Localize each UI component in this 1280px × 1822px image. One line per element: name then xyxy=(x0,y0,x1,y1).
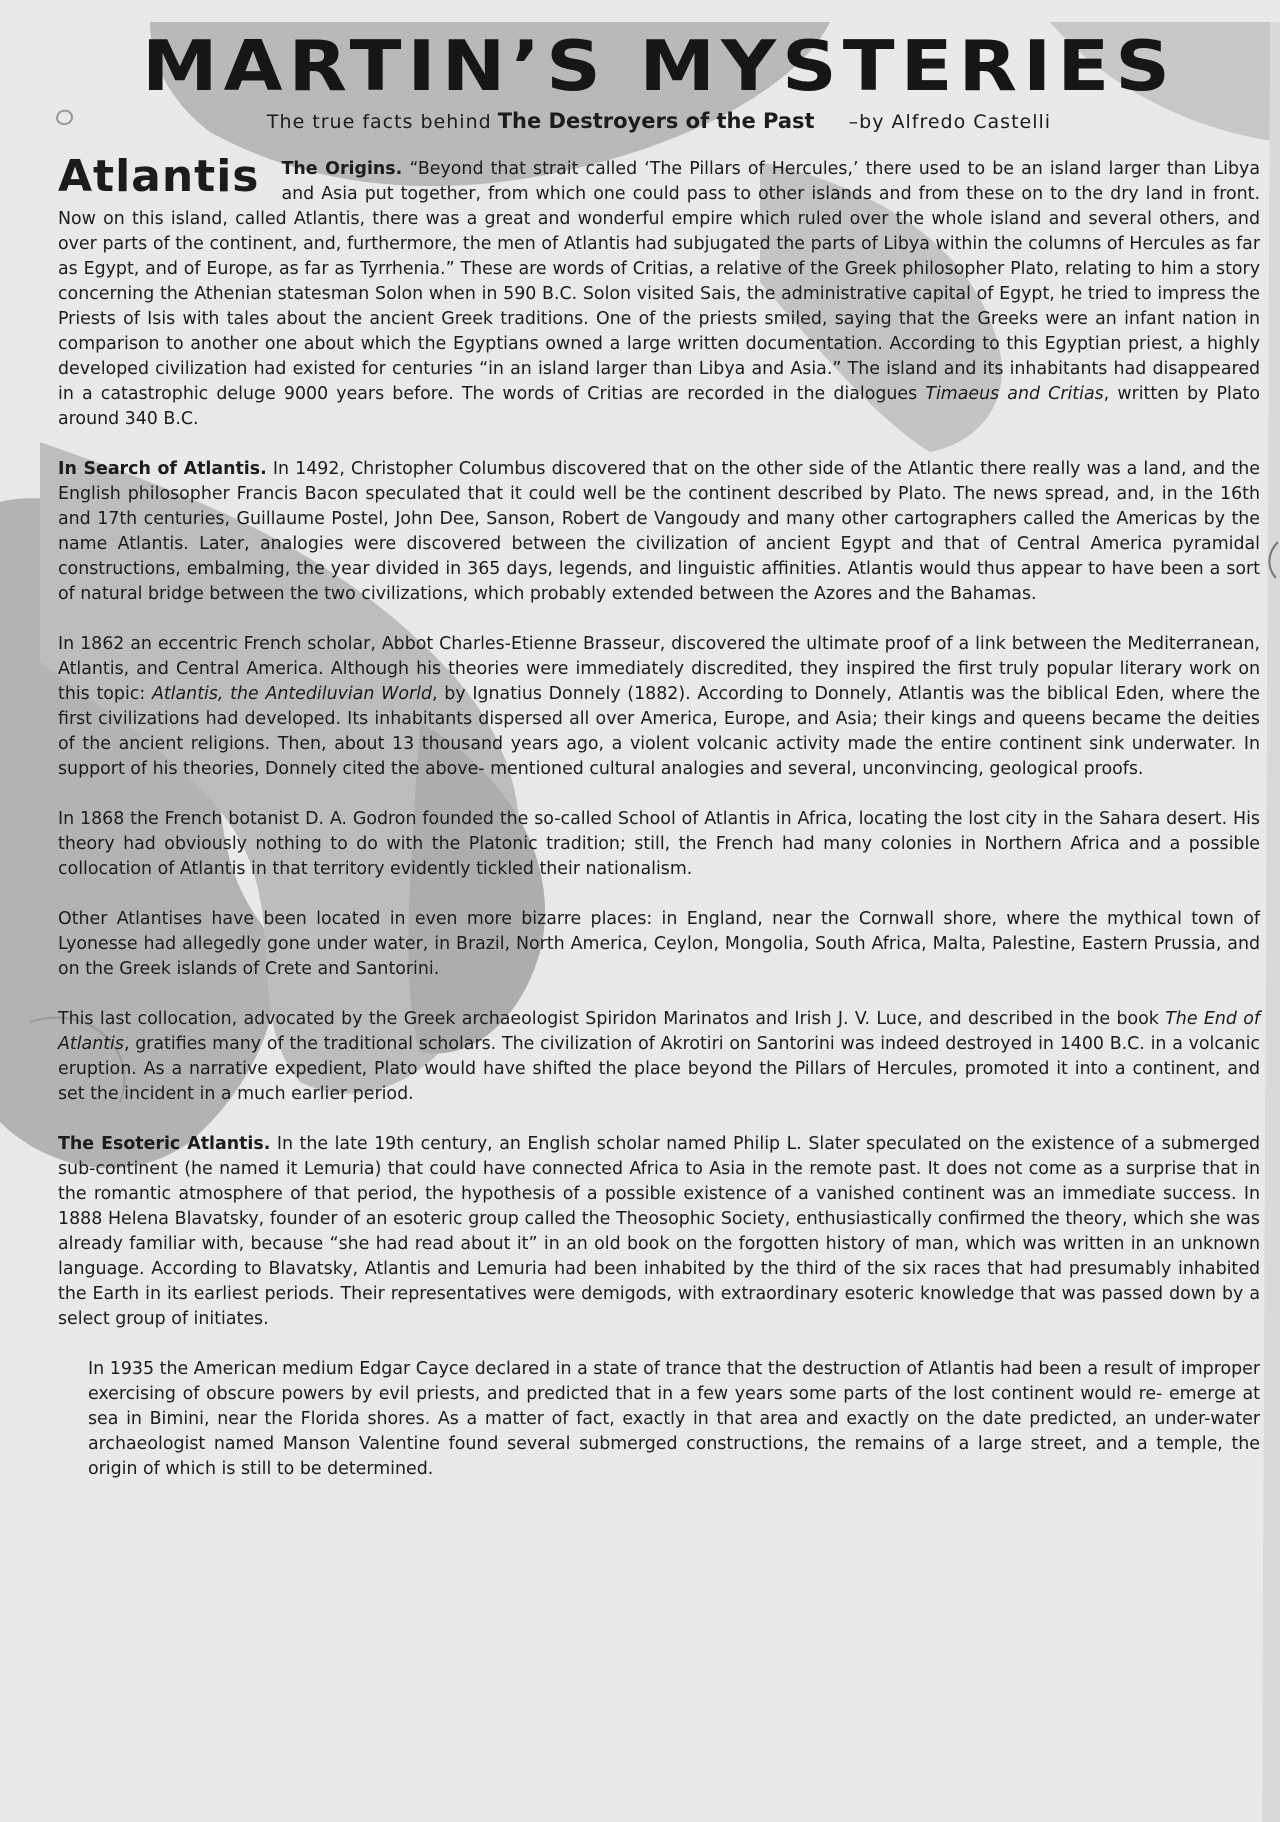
paragraph-cayce xyxy=(58,1357,1260,1482)
paragraph-search xyxy=(58,457,1260,607)
paragraph-santorini xyxy=(58,1007,1260,1107)
section-heading-esoteric: The Esoteric Atlantis. xyxy=(58,1134,271,1154)
paragraph-text: In the late 19th century, an English scholar named Philip L. Slater speculated on the existence of a submerged sub-continent (he named it Lemuria) that could have connected Africa to Asia in the remote past. It does not come as a surprise that in the romantic atmosphere of that period, the hypothesis of a possible existence of a vanished continent was an immediate success. In 1888 Helena Blavatsky, founder of an esoteric group called the Theosophic Society, enthusiastically confirmed the theory, which she was already familiar with, because “she had read about it” in an old book on the forgotten history of man, which was written in an unknown language. According to Blavatsky, Atlantis and Lemuria had been inhabited by the third of the six races that had presumably inhabited the Earth in its earliest periods. Their representatives were demigods, with extraordinary esoteric knowledge that was passed down by a select group of initiates. xyxy=(58,1134,1260,1329)
italic-title: The End of Atlantis xyxy=(58,1009,1260,1054)
paragraph-origins xyxy=(58,151,1260,432)
italic-title: Timaeus and Critias xyxy=(925,384,1104,404)
subtitle-lead: The true facts behind xyxy=(266,111,492,133)
paragraph-text: “Beyond that strait called ‘The Pillars of Hercules,’ there used to be an island larger than Libya and Asia put together, from which one could pass to other islands and from these on to the dry land in front. Now on this island, called Atlantis, there was a great and wonderful empire which ruled over the whole island and several others, and over parts of the continent, and, furthermore, the men of Atlantis had subjugated the parts of Libya within the columns of Hercules as far as Egypt, and of Europe, as far as Tyrrhenia.” These are words of Critias, a relative of the Greek philosopher Plato, relating to him a story concerning the Athenian statesman Solon when in 590 B.C. Solon visited Sais, the administrative capital of Egypt, he tried to impress the Priests of Isis with tales about the ancient Greek traditions. One of the priests smiled, saying that the Greeks were an infant nation in comparison to another one about which the Egyptians owned a large written documentation. According to this Egyptian priest, a highly developed civilization had existed for centuries “in an island larger than Libya and Asia.” The island and its inhabitants had disappeared in a catastrophic deluge 9000 years before. The words of Critias are recorded in the dialogues xyxy=(58,159,1260,404)
paragraph-text: Other Atlantises have been located in even more bizarre places: in England, near the Cornwall shore, where the mythical town of Lyonesse had allegedly gone under water, in Brazil, North America, Ceylon, Mongolia, South Africa, Malta, Palestine, Eastern Prussia, and on the Greek islands of Crete and Santorini. xyxy=(58,909,1260,979)
paragraph-text: , by Ignatius Donnely (1882). According to Donnely, Atlantis was the biblical Eden, where the first civilizations had developed. Its inhabitants dispersed all over America, Europe, and Asia; their kings and queens became the deities of the ancient religions. Then, about 13 thousand years ago, a violent volcanic activity made the entire continent sink underwater. In support of his theories, Donnely cited the above- mentioned cultural analogies and several, unconvincing, geological proofs. xyxy=(58,684,1260,779)
paragraph-text: , gratifies many of the traditional scholars. The civilization of Akrotiri on Santorini was indeed destroyed in 1400 B.C. in a volcanic eruption. As a narrative expedient, Plato would have shifted the place beyond the Pillars of Hercules, promoted it into a continent, and set the incident in a much earlier period. xyxy=(58,1034,1260,1104)
paragraph-brasseur xyxy=(58,632,1260,782)
paragraph-text: In 1492, Christopher Columbus discovered that on the other side of the Atlantic there really was a land, and the English philosopher Francis Bacon speculated that it could well be the continent described by Plato. The news spread, and, in the 16th and 17th centuries, Guillaume Postel, John Dee, Sanson, Robert de Vangoudy and many other cartographers called the Americas by the name Atlantis. Later, analogies were discovered between the civilization of ancient Egypt and that of Central America pyramidal constructions, embalming, the year divided in 365 days, legends, and linguistic affinities. Atlantis would thus appear to have been a sort of natural bridge between the two civilizations, which probably extended between the Azores and the Bahamas. xyxy=(58,459,1260,604)
paragraph-other-atlantises xyxy=(58,907,1260,982)
subtitle xyxy=(58,108,1260,135)
paragraph-text: This last collocation, advocated by the Greek archaeologist Spiridon Marinatos and Irish J. V. Luce, and described in the book xyxy=(58,1009,1166,1029)
paragraph-text: , written by Plato around 340 B.C. xyxy=(58,384,1260,429)
paragraph-text: In 1868 the French botanist D. A. Godron founded the so-called School of Atlantis in Africa, locating the lost city in the Sahara desert. His theory had obviously nothing to do with the Platonic tradition; still, the French had many colonies in Northern Africa and a possible collocation of Atlantis in that territory evidently tickled their nationalism. xyxy=(58,809,1260,879)
paragraph-godron xyxy=(58,807,1260,882)
paragraph-esoteric xyxy=(58,1132,1260,1332)
page xyxy=(0,22,1280,1482)
author-credit: –by Alfredo Castelli xyxy=(848,111,1052,133)
book-title: The Destroyers of the Past xyxy=(497,109,815,133)
section-heading-origins: The Origins. xyxy=(281,159,403,179)
article-title: Atlantis xyxy=(58,151,260,202)
article-body xyxy=(58,151,1260,1482)
masthead-title: MARTIN’S MYSTERIES xyxy=(142,24,1176,107)
section-heading-search: In Search of Atlantis. xyxy=(58,459,267,479)
paragraph-text: In 1862 an eccentric French scholar, Abbot Charles-Etienne Brasseur, discovered the ultimate proof of a link between the Mediterranean, Atlantis, and Central America. Although his theories were immediately discredited, they inspired the first truly popular literary work on this topic: xyxy=(58,634,1260,704)
paragraph-text: In 1935 the American medium Edgar Cayce declared in a state of trance that the destruction of Atlantis had been a result of improper exercising of obscure powers by evil priests, and predicted that in a few years some parts of the lost continent would re- emerge at sea in Bimini, near the Florida shores. As a matter of fact, exactly in that area and exactly on the date predicted, an under-water archaeologist named Manson Valentine found several submerged constructions, the remains of a large street, and a temple, the origin of which is still to be determined. xyxy=(88,1359,1260,1479)
italic-title: Atlantis, the Antediluvian World xyxy=(151,684,433,704)
